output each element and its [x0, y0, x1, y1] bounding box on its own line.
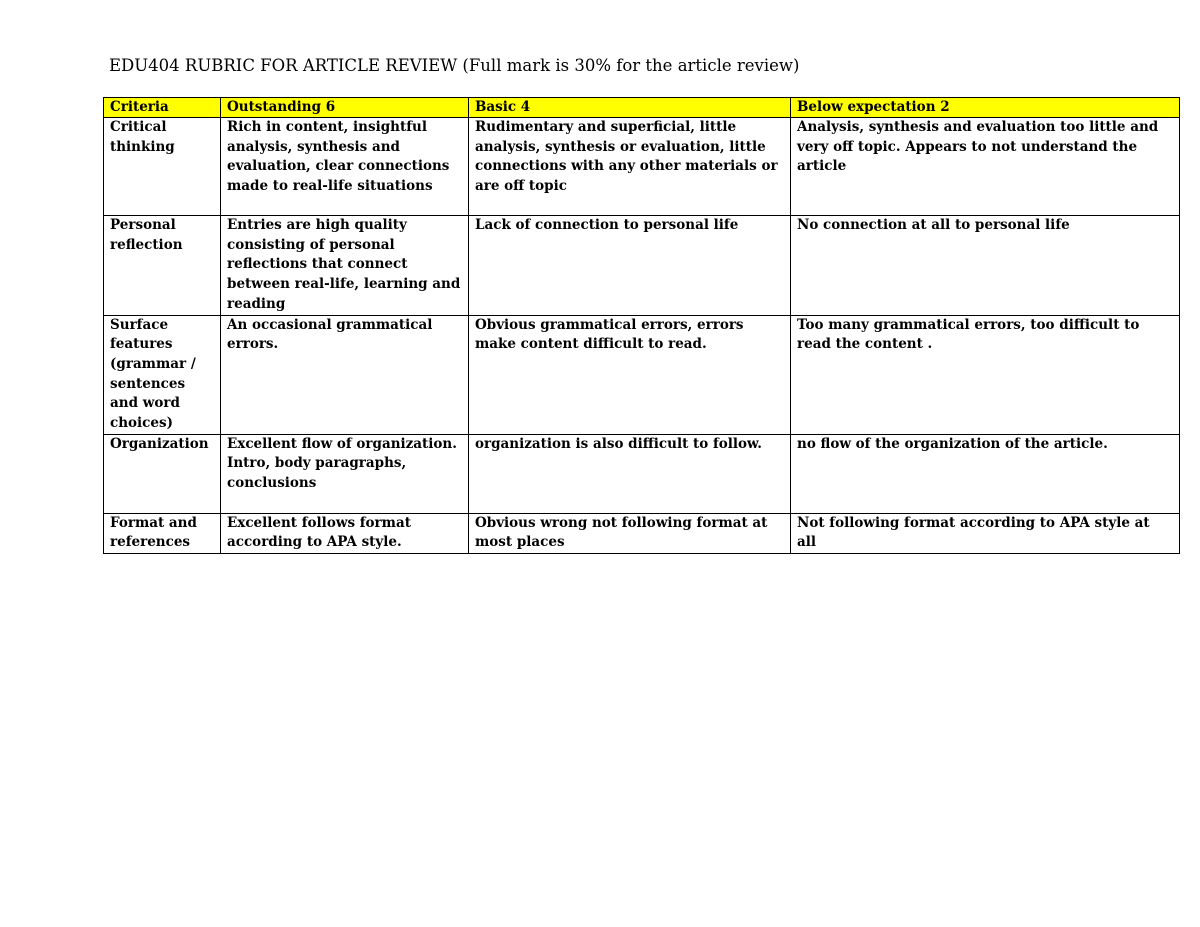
- outstanding-cell: Excellent follows format according to APA style.: [221, 513, 469, 553]
- criterion-cell: Personal reflection: [104, 216, 221, 316]
- criterion-cell: Organization: [104, 434, 221, 513]
- below-expectation-cell: Too many grammatical errors, too difficult to read the content .: [791, 315, 1180, 434]
- document-title: EDU404 RUBRIC FOR ARTICLE REVIEW (Full mark is 30% for the article review): [109, 56, 800, 75]
- below-expectation-cell: No connection at all to personal life: [791, 216, 1180, 316]
- header-basic: Basic 4: [469, 98, 791, 118]
- basic-cell: Lack of connection to personal life: [469, 216, 791, 316]
- header-outstanding: Outstanding 6: [221, 98, 469, 118]
- outstanding-cell: Excellent flow of organization. Intro, body paragraphs, conclusions: [221, 434, 469, 513]
- table-row-critical-thinking: [104, 118, 1180, 216]
- rubric-table: [103, 97, 1180, 554]
- table-header-row: [104, 98, 1180, 118]
- outstanding-cell: Entries are high quality consisting of personal reflections that connect between real-life, learning and reading: [221, 216, 469, 316]
- basic-cell: Obvious grammatical errors, errors make content difficult to read.: [469, 315, 791, 434]
- table-row-format-references: [104, 513, 1180, 553]
- below-expectation-cell: Not following format according to APA style at all: [791, 513, 1180, 553]
- table-row-surface-features: [104, 315, 1180, 434]
- basic-cell: organization is also difficult to follow.: [469, 434, 791, 513]
- criterion-cell: Surface features (grammar / sentences and word choices): [104, 315, 221, 434]
- basic-cell: Obvious wrong not following format at most places: [469, 513, 791, 553]
- table-row-personal-reflection: [104, 216, 1180, 316]
- header-criteria: Criteria: [104, 98, 221, 118]
- outstanding-cell: An occasional grammatical errors.: [221, 315, 469, 434]
- table-row-organization: [104, 434, 1180, 513]
- below-expectation-cell: no flow of the organization of the article.: [791, 434, 1180, 513]
- header-below-expectation: Below expectation 2: [791, 98, 1180, 118]
- below-expectation-cell: Analysis, synthesis and evaluation too little and very off topic. Appears to not understand the article: [791, 118, 1180, 216]
- criterion-cell: Format and references: [104, 513, 221, 553]
- criterion-cell: Critical thinking: [104, 118, 221, 216]
- outstanding-cell: Rich in content, insightful analysis, synthesis and evaluation, clear connections made to real-life situations: [221, 118, 469, 216]
- basic-cell: Rudimentary and superficial, little analysis, synthesis or evaluation, little connections with any other materials or are off topic: [469, 118, 791, 216]
